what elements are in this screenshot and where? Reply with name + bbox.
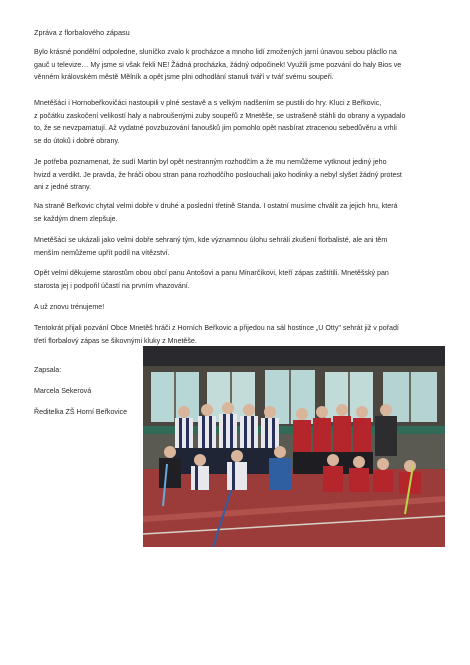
paragraph-line: gauč u televize… My jsme si však řekli NE! Žádná procházka, žádný odpočinek! Využili jsme pozvání do haly Bios ve xyxy=(34,60,402,69)
paragraph-line: Bylo krásné pondělní odpoledne, sluníčko zvalo k procházce a mnoho lidí zmožených jarní únavou sebou plácllo na xyxy=(34,48,397,56)
paragraph-line: Mnetěšáci i Hornobeřkovičáci nastoupili v plné sestavě a s velkým nadšením se pustili do hry. Kluci z Beřkovic, xyxy=(34,99,382,107)
paragraph-line: menším nemůžeme upřít podíl na vítězství. xyxy=(34,248,170,257)
paragraph-line: Je potřeba poznamenat, že sudí Martin byl opět nestranným rozhodčím a že mu nemůžeme vytknout jediný jeho xyxy=(34,158,387,166)
team-photo-image xyxy=(143,346,445,547)
signature-label: Zapsala: xyxy=(34,366,62,374)
signature-name: Marcela Sekerová xyxy=(34,387,92,395)
paragraph-line: Opět velmi děkujeme starostům obou obcí panu Antošovi a panu Minarčíkovi, kteří zápas zaštítili. Mnetěšský pan xyxy=(34,269,389,277)
paragraph-6 xyxy=(34,267,444,292)
paragraph-line: to, že se nevzpamatují. Až vydatné povzbuzování fanoušků jim pomohlo opět nasbírat ztracenou sebedůvěru a vrhli xyxy=(34,124,397,133)
paragraph-7 xyxy=(34,301,444,314)
paragraph-3 xyxy=(34,156,444,194)
paragraph-line: Tentokrát přijali pozvání Obce Mnetěš hráči z Horních Beřkovic a přijedou na sál hostince „U Otty" sehrát již v pořadí xyxy=(34,324,399,332)
paragraph-2 xyxy=(34,97,444,147)
paragraph-line: hvizd a verdikt. Je pravda, že hráči obou stran pana rozhodčího poslouchali jako hodinky a nebyl slyšet žádný protest xyxy=(34,170,402,179)
paragraph-8 xyxy=(34,322,444,347)
paragraph-line: třetí florbalový zápas se šikovnými kluky z Mnetěše. xyxy=(34,336,197,345)
paragraph-line: starosta jej i podpořil účastí na prvním vhazování. xyxy=(34,281,190,290)
paragraph-line: ani z jedné strany. xyxy=(34,183,92,192)
paragraph-line: z počátku zaskočení velikostí haly a nabroušenými zuby soupeřů z Mnetěše, se ustrašeně stáhli do obrany a vypadalo xyxy=(34,111,406,120)
paragraph-line: se každým dnem zlepšuje. xyxy=(34,214,118,223)
paragraph-line: A už znovu trénujeme! xyxy=(34,303,105,311)
page-title: Zpráva z florbalového zápasu xyxy=(34,28,130,37)
paragraph-line: Na straně Beřkovic chytal velmi dobře v druhé a poslední třetině Standa. I ostatní musíme chválit za jejich hru, která xyxy=(34,202,398,210)
paragraph-line: se do útoků i dobré obrany. xyxy=(34,136,120,145)
signature-role: Ředitelka ZŠ Horní Beřkovice xyxy=(34,408,128,416)
paragraph-1 xyxy=(34,46,444,84)
paragraph-line: věnném královském městě Mělník a opět jsme plni odhodlání stanuli tváří v tvář svému soupeři. xyxy=(34,73,334,82)
paragraph-line: Mnetěšáci se ukázali jako velmi dobře sehraný tým, kde významnou úlohu sehráli zkušení florbalisté, ale ani těm xyxy=(34,236,388,244)
paragraph-4 xyxy=(34,200,444,225)
paragraph-5 xyxy=(34,234,444,259)
